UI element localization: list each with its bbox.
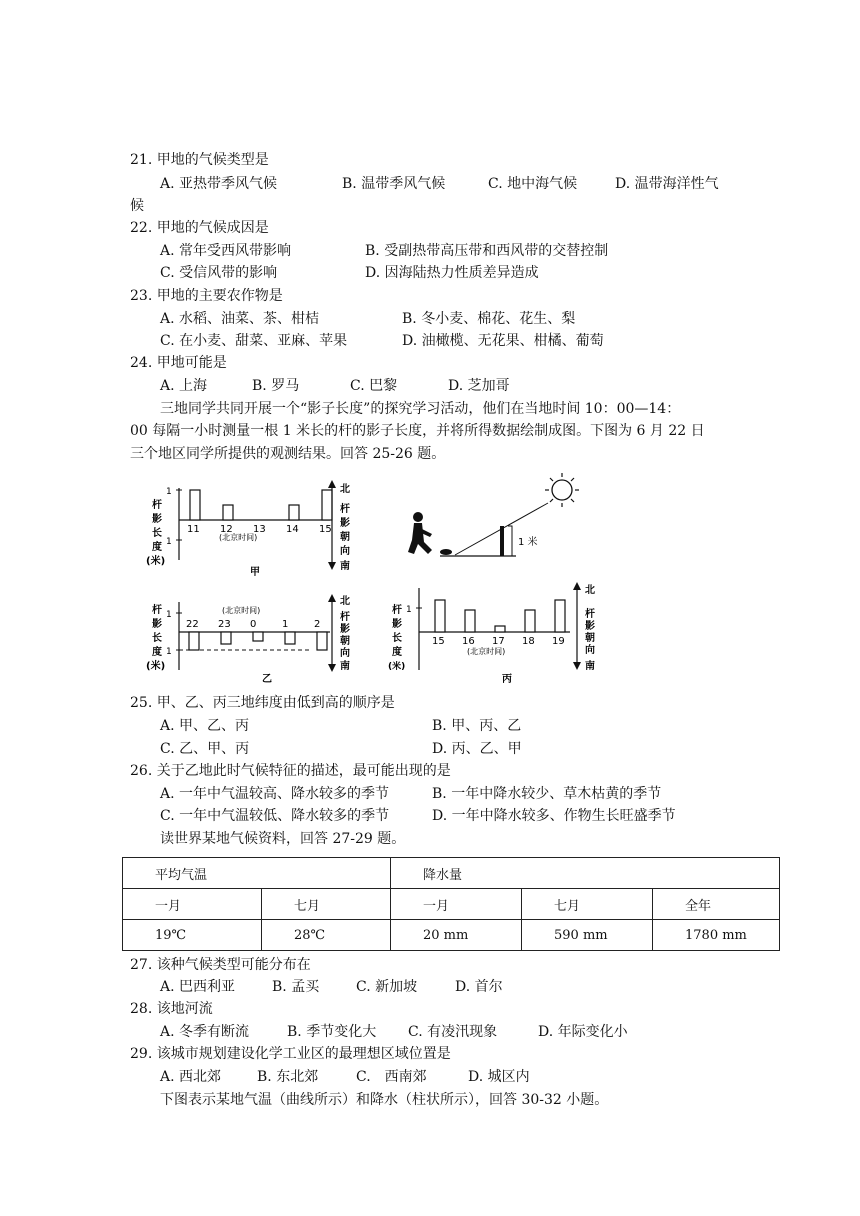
passage1-line3: 三个地区同学所提供的观测结果。回答 25-26 题。 xyxy=(130,446,446,462)
q28-option-b: B. 季节变化大 xyxy=(287,1024,377,1040)
bing-dir-3: 向 xyxy=(585,645,595,656)
jia-dir-2: 朝 xyxy=(340,532,350,543)
jia-time-label: 12 xyxy=(220,524,233,535)
q22-option-a: A. 常年受西风带影响 xyxy=(160,243,292,259)
q23-stem: 23. 甲地的主要农作物是 xyxy=(130,288,283,304)
yi-shadow-bar xyxy=(253,632,263,641)
yi-time-label: 22 xyxy=(186,619,199,630)
yi-tick-top: 1 xyxy=(166,610,172,620)
bing-north: 北 xyxy=(585,585,595,596)
pole-illustration xyxy=(408,473,579,556)
yi-dir-1: 影 xyxy=(340,624,350,635)
bing-dir-1: 影 xyxy=(585,621,595,632)
q23-option-d: D. 油橄榄、无花果、柑橘、葡萄 xyxy=(402,333,604,349)
q26-option-a: A. 一年中气温较高、降水较多的季节 xyxy=(160,786,390,802)
passage2: 读世界某地气候资料，回答 27-29 题。 xyxy=(160,831,406,847)
q25-option-c: C. 乙、甲、丙 xyxy=(160,741,250,757)
precip-jul-value: 590 mm xyxy=(522,920,653,951)
passage3: 下图表示某地气温（曲线所示）和降水（柱状所示），回答 30-32 小题。 xyxy=(160,1092,609,1108)
q28-option-c: C. 有凌汛现象 xyxy=(408,1024,498,1040)
jia-shadow-bar xyxy=(289,505,299,520)
yi-shadow-bar xyxy=(189,632,199,650)
jia-ylabel-3: 度 xyxy=(152,542,162,553)
bing-ylabel-2: 长 xyxy=(392,633,402,644)
yi-shadow-bar xyxy=(285,632,295,644)
precip-year-value: 1780 mm xyxy=(653,920,780,951)
bing-name: 丙 xyxy=(502,674,512,685)
yi-dir-2: 朝 xyxy=(340,636,350,647)
yi-time-label: 1 xyxy=(282,619,289,630)
jia-ylabel-0: 杆 xyxy=(152,500,162,511)
jia-tick-top: 1 xyxy=(166,487,172,497)
precip-jan-header: 一月 xyxy=(391,889,522,920)
yi-ylabel-0: 杆 xyxy=(152,605,162,616)
yi-shadow-bar xyxy=(317,632,327,650)
q27-option-b: B. 孟买 xyxy=(272,979,320,995)
q21-option-d-wrap: 候 xyxy=(130,198,144,214)
jia-south: 南 xyxy=(340,561,350,572)
q24-option-c: C. 巴黎 xyxy=(350,378,398,394)
q21-option-c: C. 地中海气候 xyxy=(488,176,578,192)
temp-header: 平均气温 xyxy=(123,858,391,889)
q26-stem: 26. 关于乙地此时气候特征的描述，最可能出现的是 xyxy=(130,763,451,779)
q23-option-a: A. 水稻、油菜、茶、柑桔 xyxy=(160,311,320,327)
bing-shadow-bar xyxy=(525,610,535,632)
bing-shadow-bar xyxy=(555,600,565,632)
q28-option-a: A. 冬季有断流 xyxy=(160,1024,250,1040)
pole-length-label: 1 米 xyxy=(518,537,538,548)
bing-time-label: 15 xyxy=(432,636,445,647)
student-figure-icon xyxy=(408,512,452,555)
q24-option-a: A. 上海 xyxy=(160,378,208,394)
yi-dir-3: 向 xyxy=(340,648,350,659)
jia-shadow-bar xyxy=(322,490,332,520)
q29-option-c: C. 西南郊 xyxy=(356,1069,427,1085)
yi-ylabel-4: (米) xyxy=(146,661,166,672)
chart-jia xyxy=(146,480,350,578)
jia-dir-1: 影 xyxy=(340,518,350,529)
q21-option-d: D. 温带海洋性气 xyxy=(615,176,719,192)
bing-ylabel-1: 影 xyxy=(392,619,402,630)
bing-ylabel-3: 度 xyxy=(392,647,402,658)
jia-name: 甲 xyxy=(250,567,260,578)
passage1-line2: 00 每隔一小时测量一根 1 米长的杆的影子长度，并将所得数据绘制成图。下图为 6 月 22 日 xyxy=(130,423,705,439)
jia-tick-bottom: 1 xyxy=(166,537,172,547)
q25-option-b: B. 甲、丙、乙 xyxy=(432,718,522,734)
yi-south: 南 xyxy=(340,661,350,672)
temp-jan-header: 一月 xyxy=(123,889,262,920)
q23-option-b: B. 冬小麦、棉花、花生、梨 xyxy=(402,311,576,327)
chart-bing xyxy=(388,582,595,685)
bing-tick: 1 xyxy=(406,605,412,615)
jia-time-label: 15 xyxy=(319,524,332,535)
bing-dir-2: 朝 xyxy=(585,633,595,644)
q21-option-b: B. 温带季风气候 xyxy=(342,176,446,192)
yi-time-label: 0 xyxy=(250,619,257,630)
jia-ylabel-4: (米) xyxy=(146,556,166,567)
q25-stem: 25. 甲、乙、丙三地纬度由低到高的顺序是 xyxy=(130,695,395,711)
q26-option-c: C. 一年中气温较低、降水较多的季节 xyxy=(160,808,390,824)
yi-dir-0: 杆 xyxy=(340,612,350,623)
bing-shadow-bar xyxy=(465,610,475,632)
q22-stem: 22. 甲地的气候成因是 xyxy=(130,220,269,236)
bing-dir-0: 杆 xyxy=(585,609,595,620)
bing-ylabel-4: (米) xyxy=(388,662,406,672)
q29-option-b: B. 东北郊 xyxy=(257,1069,319,1085)
q27-stem: 27. 该种气候类型可能分布在 xyxy=(130,957,311,973)
q24-stem: 24. 甲地可能是 xyxy=(130,355,227,371)
climate-table xyxy=(122,857,780,951)
jia-ylabel-2: 长 xyxy=(152,528,162,539)
jia-time-label: 13 xyxy=(253,524,266,535)
jia-dir-3: 向 xyxy=(340,546,350,557)
jia-shadow-bar xyxy=(223,505,233,520)
jia-north: 北 xyxy=(340,484,350,495)
q21-stem: 21. 甲地的气候类型是 xyxy=(130,152,269,168)
bing-time-label: 18 xyxy=(522,636,535,647)
q28-option-d: D. 年际变化小 xyxy=(538,1024,628,1040)
jia-time-label: 11 xyxy=(187,524,200,535)
bing-ylabel-0: 杆 xyxy=(392,605,402,616)
jia-dir-0: 杆 xyxy=(340,504,350,515)
yi-shadow-bar xyxy=(221,632,231,644)
yi-north: 北 xyxy=(340,596,350,607)
q22-option-d: D. 因海陆热力性质差异造成 xyxy=(365,265,539,281)
q29-option-a: A. 西北郊 xyxy=(160,1069,222,1085)
temp-jul-header: 七月 xyxy=(262,889,391,920)
precip-jul-header: 七月 xyxy=(522,889,653,920)
bing-shadow-bar xyxy=(495,626,505,632)
yi-name: 乙 xyxy=(262,674,272,685)
q23-option-c: C. 在小麦、甜菜、亚麻、苹果 xyxy=(160,333,348,349)
precip-jan-value: 20 mm xyxy=(391,920,522,951)
temp-jul-value: 28℃ xyxy=(262,920,391,951)
jia-time-axis-label: (北京时间) xyxy=(219,533,258,542)
bing-shadow-bar xyxy=(435,600,445,632)
q22-option-b: B. 受副热带高压带和西风带的交替控制 xyxy=(365,243,609,259)
jia-ylabel-1: 影 xyxy=(152,514,162,525)
bing-south: 南 xyxy=(585,661,595,672)
yi-tick-bottom: 1 xyxy=(166,647,172,657)
yi-time-label: 23 xyxy=(218,619,231,630)
shadow-figure xyxy=(0,470,860,690)
q26-option-d: D. 一年中降水较多、作物生长旺盛季节 xyxy=(432,808,676,824)
bing-time-label: 17 xyxy=(492,636,505,647)
q25-option-d: D. 丙、乙、甲 xyxy=(432,741,522,757)
q21-option-a: A. 亚热带季风气候 xyxy=(160,176,278,192)
sun-icon xyxy=(552,480,572,500)
precip-header: 降水量 xyxy=(391,858,780,889)
yi-time-axis-label: (北京时间) xyxy=(222,606,261,615)
yi-time-label: 2 xyxy=(314,619,321,630)
q28-stem: 28. 该地河流 xyxy=(130,1001,213,1017)
q22-option-c: C. 受信风带的影响 xyxy=(160,265,278,281)
yi-ylabel-2: 长 xyxy=(152,633,162,644)
yi-ylabel-1: 影 xyxy=(152,619,162,630)
pole xyxy=(500,526,504,556)
q27-option-a: A. 巴西利亚 xyxy=(160,979,236,995)
jia-time-label: 14 xyxy=(286,524,299,535)
bing-time-label: 19 xyxy=(552,636,565,647)
q26-option-b: B. 一年中降水较少、草木枯黄的季节 xyxy=(432,786,662,802)
chart-yi xyxy=(146,594,350,685)
temp-jan-value: 19℃ xyxy=(123,920,262,951)
jia-shadow-bar xyxy=(190,490,200,520)
q24-option-b: B. 罗马 xyxy=(252,378,300,394)
precip-year-header: 全年 xyxy=(653,889,780,920)
passage1-line1: 三地同学共同开展一个“影子长度”的探究学习活动，他们在当地时间 10：00—14： xyxy=(160,401,681,417)
q24-option-d: D. 芝加哥 xyxy=(448,378,510,394)
q25-option-a: A. 甲、乙、丙 xyxy=(160,718,250,734)
q29-option-d: D. 城区内 xyxy=(468,1069,530,1085)
yi-ylabel-3: 度 xyxy=(152,647,162,658)
bing-time-axis-label: (北京时间) xyxy=(467,647,506,656)
q27-option-d: D. 首尔 xyxy=(455,979,503,995)
q27-option-c: C. 新加坡 xyxy=(356,979,418,995)
bing-time-label: 16 xyxy=(462,636,475,647)
q29-stem: 29. 该城市规划建设化学工业区的最理想区域位置是 xyxy=(130,1046,451,1062)
